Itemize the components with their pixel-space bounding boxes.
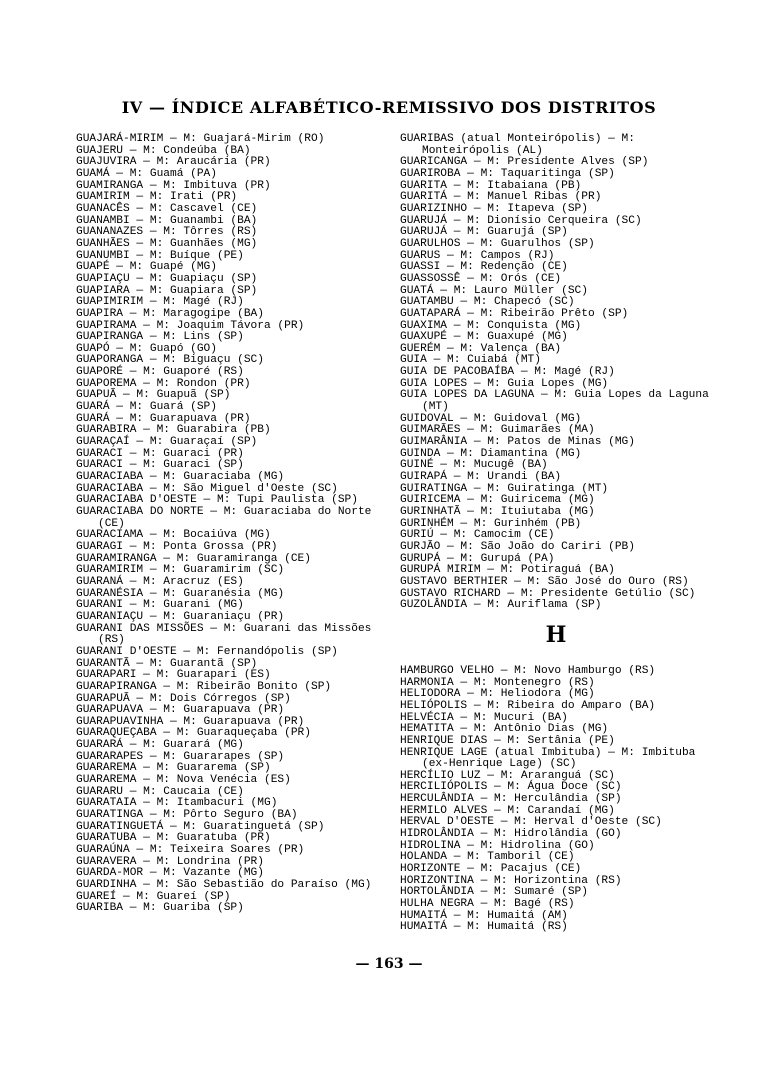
index-entry: HAMBURGO VELHO — M: Novo Hamburgo (RS) [400,664,656,677]
index-entry: GUAXUPÉ — M: Guaxupé (MG) [400,331,568,344]
index-entry: GUIA DE PACOBAÍBA — M: Magé (RJ) [400,366,615,379]
index-entry: HUMAITÁ — M: Humaitá (AM) [400,909,568,922]
index-entry: GUARANI — M: Guarani (MG) [76,599,244,612]
index-entry: GUARACIAMA — M: Bocaiúva (MG) [76,529,271,542]
index-entry: GUAPIARA — M: Guapiara (SP) [76,284,258,297]
index-entry: GUARIROBA — M: Taquaritinga (SP) [400,167,615,180]
index-entry: GUINÉ — M: Mucugê (BA) [400,459,548,472]
index-entry: GUAMIRIM — M: Irati (PR) [76,191,238,204]
right-h-entries [400,666,712,934]
index-entry: GUSTAVO RICHARD — M: Presidente Getúlio (SC) [400,587,696,600]
index-entry: GUAPIRAMA — M: Joaquim Távora (PR) [76,319,305,332]
index-entry: GUANAMBI — M: Guanambi (BA) [76,214,258,227]
index-entry: HERCÍLIO LUZ — M: Araranguá (SC) [400,769,615,782]
index-entry: HORIZONTINA — M: Horizontina (RS) [400,874,622,887]
index-entry: GUARULHOS — M: Guarulhos (SP) [400,237,595,250]
index-entry: GUARAPARI — M: Guarapari (ES) [76,669,271,682]
index-entry: GUARÁ — M: Guarapuava (PR) [76,412,251,425]
index-entry: GUARDA-MOR — M: Vazante (MG) [76,867,264,880]
index-entry: GUARUJÁ — M: Dionísio Cerqueira (SC) [400,214,642,227]
index-entry: GUARAMIRIM — M: Guaramirim (SC) [76,564,285,577]
index-entry: GUARACI — M: Guaraci (SP) [76,459,244,472]
index-entry: GUIMARÃES — M: Guimarães (MA) [400,424,595,437]
index-entry: GUARICANGA — M: Presidente Alves (SP) [400,156,649,169]
index-entry: GUARACIABA D'OESTE — M: Tupi Paulista (SP) [76,494,358,507]
index-entry: GUATAMBU — M: Chapecó (SC) [400,296,575,309]
index-entry: GUARABIRA — M: Guarabira (PB) [76,424,271,437]
index-entry: GUARAPUÃ — M: Dois Córregos (SP) [76,692,291,705]
index-entry: GUASSI — M: Redenção (CE) [400,261,568,274]
index-entry: GUARARÁ — M: Guarará (MG) [76,739,244,752]
index-entry: GUARACIABA — M: Guaraciaba (MG) [76,471,285,484]
index-entry: GUARIBAS (atual Monteirópolis) — M: Monteirópolis (AL) [400,133,635,157]
index-entry: GUASSOSSÊ — M: Orós (CE) [400,272,562,285]
index-entry: GUAPORANGA — M: Biguaçu (SC) [76,354,264,367]
index-entry: GUARUJÁ — M: Guarujá (SP) [400,226,568,239]
left-column [76,134,382,915]
index-entry: GURUPÁ — M: Gurupá (PA) [400,552,555,565]
index-entry: HERCILIÓPOLIS — M: Água Doce (SC) [400,781,622,794]
index-entry: GUIRICEMA — M: Guiricema (MG) [400,494,595,507]
index-entry: GUAPÓ — M: Guapó (GO) [76,342,217,355]
index-entry: GUAPÉ — M: Guapé (MG) [76,261,217,274]
index-entry: GUZOLÂNDIA — M: Auriflama (SP) [400,599,602,612]
index-entry: GUAMIRANGA — M: Imbituva (PR) [76,179,271,192]
index-entry: GUARANÉSIA — M: Guaranésia (MG) [76,587,285,600]
index-entry: HERVAL D'OESTE — M: Herval d'Oeste (SC) [400,816,662,829]
page-title: IV — ÍNDICE ALFABÉTICO-REMISSIVO DOS DISTRITOS [121,98,657,117]
right-column [400,134,712,934]
index-entry: GUARITÁ — M: Manuel Ribas (PR) [400,191,602,204]
index-entry: GUARAQUEÇABA — M: Guaraqueçaba (PR) [76,727,311,740]
index-entry: HELIÓPOLIS — M: Ribeira do Amparo (BA) [400,699,656,712]
index-entry: GUARARAPES — M: Guararapes (SP) [76,750,285,763]
index-entry: GUARANTÃ — M: Guarantã (SP) [76,657,258,670]
index-entry: GUARATINGA — M: Pôrto Seguro (BA) [76,809,298,822]
index-entry: HERMILO ALVES — M: Carandaí (MG) [400,804,615,817]
index-entry: GUARAÇAÍ — M: Guaraçaí (SP) [76,436,258,449]
index-entry: GUARATAIA — M: Itambacuri (MG) [76,797,278,810]
index-entry: GUARANI D'OESTE — M: Fernandópolis (SP) [76,645,338,658]
index-entry: HELIODORA — M: Heliodora (MG) [400,688,595,701]
index-entry: HEMATITA — M: Antônio Dias (MG) [400,723,609,736]
index-entry: GUARATUBA — M: Guaratuba (PR) [76,832,271,845]
index-entry: GUARATINGUETÁ — M: Guaratinguetá (SP) [76,820,325,833]
index-entry: GURIÚ — M: Camocim (CE) [400,529,555,542]
right-g-entries [400,134,712,612]
index-entry: GUAJARÁ-MIRIM — M: Guajará-Mirim (RO) [76,133,325,145]
index-entry: GUAJUVIRA — M: Araucária (PR) [76,156,271,169]
index-entry: GUAPUÃ — M: Guapuã (SP) [76,389,231,402]
index-entry: GUIA — M: Cuiabá (MT) [400,354,541,367]
index-entry: HERCULÂNDIA — M: Herculândia (SP) [400,793,622,806]
index-entry: GUAXIMA — M: Conquista (MG) [400,319,582,332]
index-entry: GUARAPUAVINHA — M: Guarapuava (PR) [76,715,305,728]
index-entry: GUATAPARÁ — M: Ribeirão Prêto (SP) [400,307,629,320]
index-entry: GUARARU — M: Caucaia (CE) [76,785,244,798]
index-entry: GUARDINHA — M: São Sebastião do Paraíso (MG) [76,879,372,891]
index-entry: GUARANI DAS MISSÕES — M: Guarani das Missões (RS) [76,622,372,647]
index-entry: GUANACÊS — M: Cascavel (CE) [76,202,258,215]
index-entry: GUAPIRANGA — M: Lins (SP) [76,331,244,344]
index-entry: GUIRAPÁ — M: Urandi (BA) [400,471,562,484]
index-entry: HORIZONTE — M: Pacajus (CE) [400,863,582,876]
index-entry: GUAREÍ — M: Guareí (SP) [76,890,231,903]
index-entry: GUAPIMIRIM — M: Magé (RJ) [76,296,244,309]
index-entry: GUSTAVO BERTHIER — M: São José do Ouro (RS) [400,575,689,588]
index-entry: GUARIZINHO — M: Itapeva (SP) [400,202,588,215]
index-entry: GUARUS — M: Campos (RJ) [400,249,555,262]
index-entry: GUIDOVAL — M: Guidoval (MG) [400,412,582,425]
section-letter-heading: H [545,621,567,648]
index-entry: GUAPOREMA — M: Rondon (PR) [76,377,251,390]
index-entry: HARMONIA — M: Montenegro (RS) [400,676,595,689]
index-entry: GUARAPUAVA — M: Guarapuava (PR) [76,704,285,717]
index-entry: GUARIBA — M: Guariba (SP) [76,902,244,915]
index-entry: HULHA NEGRA — M: Bagé (RS) [400,898,575,911]
index-entry: HIDROLINA — M: Hidrolina (GO) [400,839,595,852]
index-entry: GUANUMBI — M: Buíque (PE) [76,249,244,262]
index-entry: GUIA LOPES — M: Guia Lopes (MG) [400,377,609,390]
index-entry: GUIMARÂNIA — M: Patos de Minas (MG) [400,436,635,449]
index-entry: GUARAÚNA — M: Teixeira Soares (PR) [76,844,305,857]
index-entry: GUAPORÉ — M: Guaporé (RS) [76,366,244,379]
index-entry: HORTOLÂNDIA — M: Sumaré (SP) [400,886,588,899]
index-entry: GUINDA — M: Diamantina (MG) [400,447,582,460]
index-entry: HUMAITÁ — M: Humaitá (RS) [400,921,568,934]
index-entry: GUIRATINGA — M: Guiratinga (MT) [400,482,609,495]
index-entry: GUIA LOPES DA LAGUNA — M: Guia Lopes da Laguna (MT) [400,389,709,414]
index-entry: GUAMÁ — M: Guamá (PA) [76,167,217,180]
index-entry: GUARÁ — M: Guará (SP) [76,401,217,414]
index-entry: GUARANIAÇU — M: Guaraniaçu (PR) [76,610,285,623]
index-entry: GUANANAZES — M: Tôrres (RS) [76,226,258,239]
index-entry: HELVÉCIA — M: Mucuri (BA) [400,711,568,724]
index-entry: GUATÁ — M: Lauro Müller (SC) [400,284,588,297]
index-entry: GUARAMIRANGA — M: Guaramiranga (CE) [76,552,311,565]
index-entry: GUAJERU — M: Condeúba (BA) [76,144,251,157]
index-entry: GURJÃO — M: São João do Cariri (PB) [400,540,635,553]
index-entry: GUARAREMA — M: Guararema (SP) [76,762,271,775]
index-entry: GUARAVERA — M: Londrina (PR) [76,855,264,868]
index-entry: GUARAREMA — M: Nova Venécia (ES) [76,774,291,787]
page-number: — 163 — [355,956,423,972]
index-entry: GUARACI — M: Guaraci (PR) [76,447,244,460]
index-entry: GUERÉM — M: Valença (BA) [400,342,562,355]
index-entry: GUAPIAÇU — M: Guapiaçu (SP) [76,272,258,285]
index-entry: GUARAGI — M: Ponta Grossa (PR) [76,540,278,553]
index-entry: GUARACIABA DO NORTE — M: Guaraciaba do Norte (CE) [76,506,372,530]
index-entry: HENRIQUE DIAS — M: Sertânia (PE) [400,734,615,747]
index-entry: GUARITA — M: Itabaiana (PB) [400,179,582,192]
index-entry: GUAPIRA — M: Maragogipe (BA) [76,307,264,320]
index-entry: HOLANDA — M: Tamboril (CE) [400,851,575,864]
index-entry: GUARACIABA — M: São Miguel d'Oeste (SC) [76,482,338,495]
index-entry: HIDROLÂNDIA — M: Hidrolândia (GO) [400,828,622,841]
index-entry: HENRIQUE LAGE (atual Imbituba) — M: Imbituba (ex-Henrique Lage) (SC) [400,746,696,771]
index-entry: GUARANÁ — M: Aracruz (ES) [76,575,244,588]
index-entry: GURINHATÃ — M: Ituiutaba (MG) [400,506,595,518]
index-entry: GUARAPIRANGA — M: Ribeirão Bonito (SP) [76,680,332,693]
index-entry: GURINHÉM — M: Gurinhém (PB) [400,517,582,530]
index-entry: GURUPÁ MIRIM — M: Potiraguá (BA) [400,564,615,577]
index-entry: GUANHÃES — M: Guanhães (MG) [76,237,258,250]
